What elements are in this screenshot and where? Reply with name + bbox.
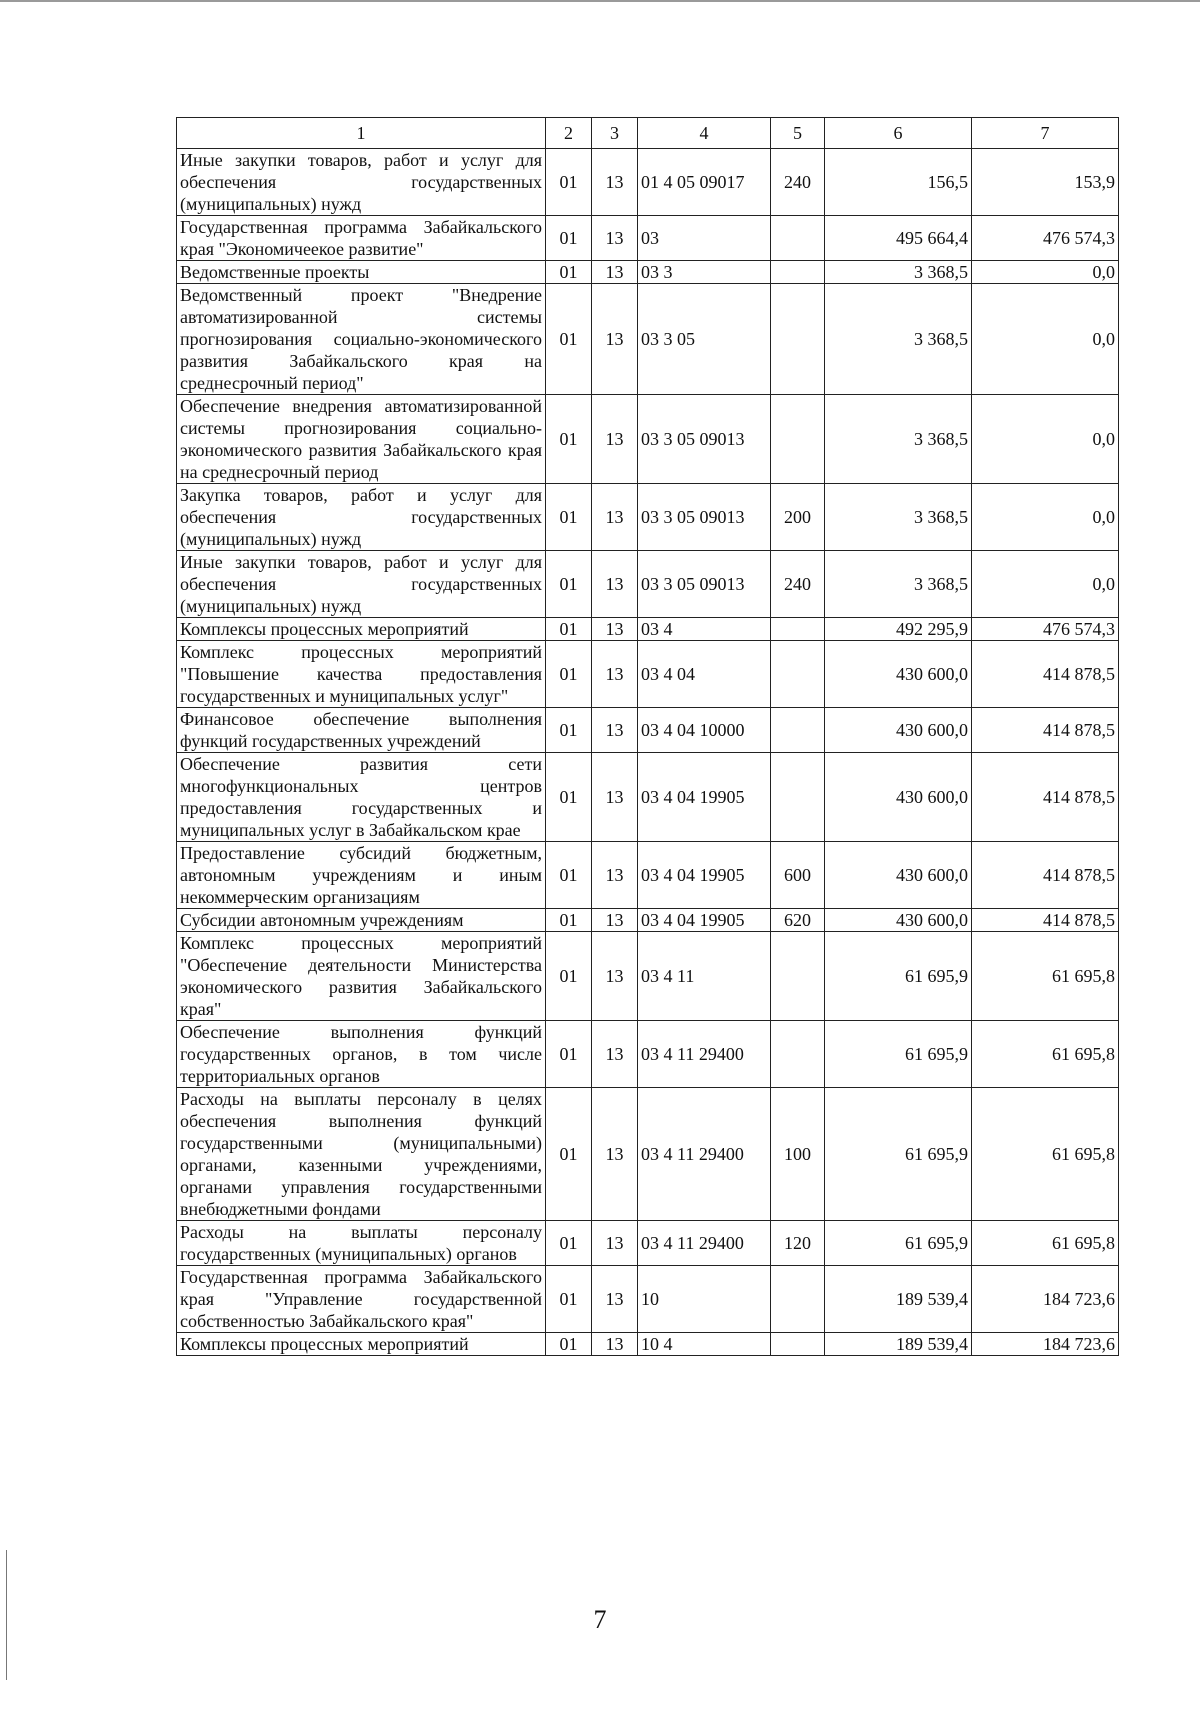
row-expense-type-cell — [771, 708, 825, 753]
row-target-code-cell: 03 3 05 09013 — [638, 551, 771, 618]
table-row — [177, 842, 1119, 909]
row-subsection-cell: 13 — [592, 708, 638, 753]
row-amount-col7-cell: 0,0 — [972, 484, 1119, 551]
row-target-code-cell: 03 3 05 — [638, 284, 771, 395]
row-section-cell: 01 — [546, 284, 592, 395]
row-expense-type-cell: 200 — [771, 484, 825, 551]
row-expense-type-cell: 620 — [771, 909, 825, 932]
row-target-code-cell: 03 4 04 19905 — [638, 753, 771, 842]
table-row — [177, 1021, 1119, 1088]
row-target-code-cell: 03 4 — [638, 618, 771, 641]
row-name-cell: Иные закупки товаров, работ и услуг для обеспечения государственных (муниципальных) нужд — [177, 551, 546, 618]
table-row — [177, 261, 1119, 284]
row-name-cell: Субсидии автономным учреждениям — [177, 909, 546, 932]
row-section-cell: 01 — [546, 551, 592, 618]
row-section-cell: 01 — [546, 395, 592, 484]
row-expense-type-cell: 240 — [771, 551, 825, 618]
row-amount-col7-cell: 0,0 — [972, 261, 1119, 284]
row-amount-col7-cell: 61 695,8 — [972, 1088, 1119, 1221]
row-amount-col6-cell: 430 600,0 — [825, 708, 972, 753]
row-amount-col7-cell: 414 878,5 — [972, 708, 1119, 753]
row-name-cell: Обеспечение развития сети многофункциональных центров предоставления государственных и муниципальных услуг в Забайкальском крае — [177, 753, 546, 842]
col-header-6: 6 — [825, 118, 972, 149]
row-amount-col6-cell: 430 600,0 — [825, 641, 972, 708]
row-section-cell: 01 — [546, 1021, 592, 1088]
row-name-cell: Комплекс процессных мероприятий "Повышение качества предоставления государственных и муниципальных услуг" — [177, 641, 546, 708]
row-expense-type-cell — [771, 932, 825, 1021]
row-name-cell: Предоставление субсидий бюджетным, автономным учреждениям и иным некоммерческим организациям — [177, 842, 546, 909]
row-subsection-cell: 13 — [592, 1221, 638, 1266]
row-section-cell: 01 — [546, 216, 592, 261]
row-target-code-cell: 03 4 04 19905 — [638, 842, 771, 909]
row-amount-col6-cell: 61 695,9 — [825, 1021, 972, 1088]
row-subsection-cell: 13 — [592, 1021, 638, 1088]
row-subsection-cell: 13 — [592, 1266, 638, 1333]
col-header-5: 5 — [771, 118, 825, 149]
row-amount-col6-cell: 495 664,4 — [825, 216, 972, 261]
table-row — [177, 551, 1119, 618]
header-row — [177, 118, 1119, 149]
row-section-cell: 01 — [546, 753, 592, 842]
row-name-cell: Расходы на выплаты персоналу государственных (муниципальных) органов — [177, 1221, 546, 1266]
row-section-cell: 01 — [546, 1088, 592, 1221]
row-target-code-cell: 03 4 11 29400 — [638, 1221, 771, 1266]
row-expense-type-cell — [771, 216, 825, 261]
row-section-cell: 01 — [546, 932, 592, 1021]
row-target-code-cell: 01 4 05 09017 — [638, 149, 771, 216]
row-subsection-cell: 13 — [592, 261, 638, 284]
row-expense-type-cell: 240 — [771, 149, 825, 216]
row-amount-col7-cell: 476 574,3 — [972, 618, 1119, 641]
row-target-code-cell: 03 — [638, 216, 771, 261]
row-amount-col7-cell: 0,0 — [972, 395, 1119, 484]
row-section-cell: 01 — [546, 149, 592, 216]
row-amount-col6-cell: 492 295,9 — [825, 618, 972, 641]
row-section-cell: 01 — [546, 708, 592, 753]
table-row — [177, 708, 1119, 753]
row-target-code-cell: 03 4 11 — [638, 932, 771, 1021]
col-header-1: 1 — [177, 118, 546, 149]
row-expense-type-cell — [771, 1021, 825, 1088]
table-row — [177, 753, 1119, 842]
row-amount-col6-cell: 430 600,0 — [825, 753, 972, 842]
row-target-code-cell: 03 4 04 19905 — [638, 909, 771, 932]
table-row — [177, 149, 1119, 216]
row-amount-col6-cell: 430 600,0 — [825, 909, 972, 932]
row-subsection-cell: 13 — [592, 909, 638, 932]
row-section-cell: 01 — [546, 842, 592, 909]
col-header-7: 7 — [972, 118, 1119, 149]
row-name-cell: Комплексы процессных мероприятий — [177, 1333, 546, 1356]
row-target-code-cell: 03 4 11 29400 — [638, 1021, 771, 1088]
col-header-2: 2 — [546, 118, 592, 149]
row-amount-col6-cell: 189 539,4 — [825, 1266, 972, 1333]
row-subsection-cell: 13 — [592, 1333, 638, 1356]
row-expense-type-cell — [771, 753, 825, 842]
row-expense-type-cell — [771, 618, 825, 641]
row-amount-col7-cell: 476 574,3 — [972, 216, 1119, 261]
row-name-cell: Комплекс процессных мероприятий "Обеспечение деятельности Министерства экономического развития Забайкальского края" — [177, 932, 546, 1021]
col-header-4: 4 — [638, 118, 771, 149]
row-expense-type-cell — [771, 641, 825, 708]
row-amount-col7-cell: 414 878,5 — [972, 753, 1119, 842]
table-row — [177, 618, 1119, 641]
row-amount-col6-cell: 3 368,5 — [825, 261, 972, 284]
table-row — [177, 284, 1119, 395]
row-name-cell: Финансовое обеспечение выполнения функций государственных учреждений — [177, 708, 546, 753]
row-target-code-cell: 03 3 — [638, 261, 771, 284]
row-subsection-cell: 13 — [592, 641, 638, 708]
row-target-code-cell: 03 3 05 09013 — [638, 484, 771, 551]
row-subsection-cell: 13 — [592, 216, 638, 261]
row-amount-col6-cell: 61 695,9 — [825, 1221, 972, 1266]
row-subsection-cell: 13 — [592, 551, 638, 618]
row-subsection-cell: 13 — [592, 484, 638, 551]
row-amount-col6-cell: 3 368,5 — [825, 284, 972, 395]
row-amount-col7-cell: 414 878,5 — [972, 909, 1119, 932]
row-name-cell: Комплексы процессных мероприятий — [177, 618, 546, 641]
table-row — [177, 1333, 1119, 1356]
row-section-cell: 01 — [546, 1266, 592, 1333]
row-amount-col7-cell: 0,0 — [972, 284, 1119, 395]
row-section-cell: 01 — [546, 641, 592, 708]
table-row — [177, 395, 1119, 484]
row-expense-type-cell: 600 — [771, 842, 825, 909]
row-amount-col7-cell: 414 878,5 — [972, 641, 1119, 708]
row-amount-col7-cell: 61 695,8 — [972, 1021, 1119, 1088]
row-subsection-cell: 13 — [592, 932, 638, 1021]
row-amount-col6-cell: 430 600,0 — [825, 842, 972, 909]
row-amount-col7-cell: 0,0 — [972, 551, 1119, 618]
page-number: 7 — [593, 1605, 607, 1634]
row-subsection-cell: 13 — [592, 149, 638, 216]
row-amount-col6-cell: 61 695,9 — [825, 1088, 972, 1221]
row-amount-col6-cell: 156,5 — [825, 149, 972, 216]
row-expense-type-cell: 100 — [771, 1088, 825, 1221]
row-name-cell: Ведомственные проекты — [177, 261, 546, 284]
row-subsection-cell: 13 — [592, 395, 638, 484]
row-amount-col7-cell: 61 695,8 — [972, 932, 1119, 1021]
row-amount-col7-cell: 184 723,6 — [972, 1266, 1119, 1333]
row-section-cell: 01 — [546, 484, 592, 551]
table-row — [177, 484, 1119, 551]
row-amount-col7-cell: 153,9 — [972, 149, 1119, 216]
row-expense-type-cell — [771, 395, 825, 484]
table-row — [177, 909, 1119, 932]
row-target-code-cell: 03 4 04 — [638, 641, 771, 708]
row-section-cell: 01 — [546, 261, 592, 284]
row-name-cell: Государственная программа Забайкальского края "Управление государственной собственностью Забайкальского края" — [177, 1266, 546, 1333]
row-expense-type-cell — [771, 261, 825, 284]
row-amount-col6-cell: 3 368,5 — [825, 395, 972, 484]
row-expense-type-cell: 120 — [771, 1221, 825, 1266]
row-expense-type-cell — [771, 1333, 825, 1356]
row-subsection-cell: 13 — [592, 284, 638, 395]
row-target-code-cell: 03 4 11 29400 — [638, 1088, 771, 1221]
budget-table — [176, 117, 1119, 1356]
row-amount-col6-cell: 189 539,4 — [825, 1333, 972, 1356]
table-row — [177, 641, 1119, 708]
col-header-3: 3 — [592, 118, 638, 149]
row-name-cell: Обеспечение внедрения автоматизированной системы прогнозирования социально-экономического развития Забайкальского края на среднесрочный период — [177, 395, 546, 484]
row-expense-type-cell — [771, 1266, 825, 1333]
table-body — [177, 149, 1119, 1356]
row-target-code-cell: 03 4 04 10000 — [638, 708, 771, 753]
row-amount-col6-cell: 3 368,5 — [825, 551, 972, 618]
row-section-cell: 01 — [546, 1333, 592, 1356]
row-section-cell: 01 — [546, 909, 592, 932]
row-amount-col7-cell: 61 695,8 — [972, 1221, 1119, 1266]
row-section-cell: 01 — [546, 618, 592, 641]
scan-border-line — [0, 0, 1200, 2]
row-amount-col7-cell: 414 878,5 — [972, 842, 1119, 909]
row-section-cell: 01 — [546, 1221, 592, 1266]
row-expense-type-cell — [771, 284, 825, 395]
row-target-code-cell: 10 4 — [638, 1333, 771, 1356]
table-row — [177, 216, 1119, 261]
row-name-cell: Иные закупки товаров, работ и услуг для обеспечения государственных (муниципальных) нужд — [177, 149, 546, 216]
table-row — [177, 932, 1119, 1021]
table-row — [177, 1221, 1119, 1266]
row-subsection-cell: 13 — [592, 618, 638, 641]
row-name-cell: Государственная программа Забайкальского края "Экономичеекое развитие" — [177, 216, 546, 261]
row-subsection-cell: 13 — [592, 842, 638, 909]
row-name-cell: Закупка товаров, работ и услуг для обеспечения государственных (муниципальных) нужд — [177, 484, 546, 551]
table-row — [177, 1088, 1119, 1221]
row-target-code-cell: 10 — [638, 1266, 771, 1333]
row-amount-col6-cell: 3 368,5 — [825, 484, 972, 551]
row-target-code-cell: 03 3 05 09013 — [638, 395, 771, 484]
row-subsection-cell: 13 — [592, 753, 638, 842]
row-name-cell: Ведомственный проект "Внедрение автоматизированной системы прогнозирования социально-экономического развития Забайкальского края на среднесрочный период" — [177, 284, 546, 395]
row-name-cell: Обеспечение выполнения функций государственных органов, в том числе территориальных органов — [177, 1021, 546, 1088]
table-row — [177, 1266, 1119, 1333]
row-subsection-cell: 13 — [592, 1088, 638, 1221]
row-amount-col6-cell: 61 695,9 — [825, 932, 972, 1021]
row-amount-col7-cell: 184 723,6 — [972, 1333, 1119, 1356]
row-name-cell: Расходы на выплаты персоналу в целях обеспечения выполнения функций государственными (муниципальными) органами, казенными учреждениями, органами управления государственными внебюджетными фондами — [177, 1088, 546, 1221]
